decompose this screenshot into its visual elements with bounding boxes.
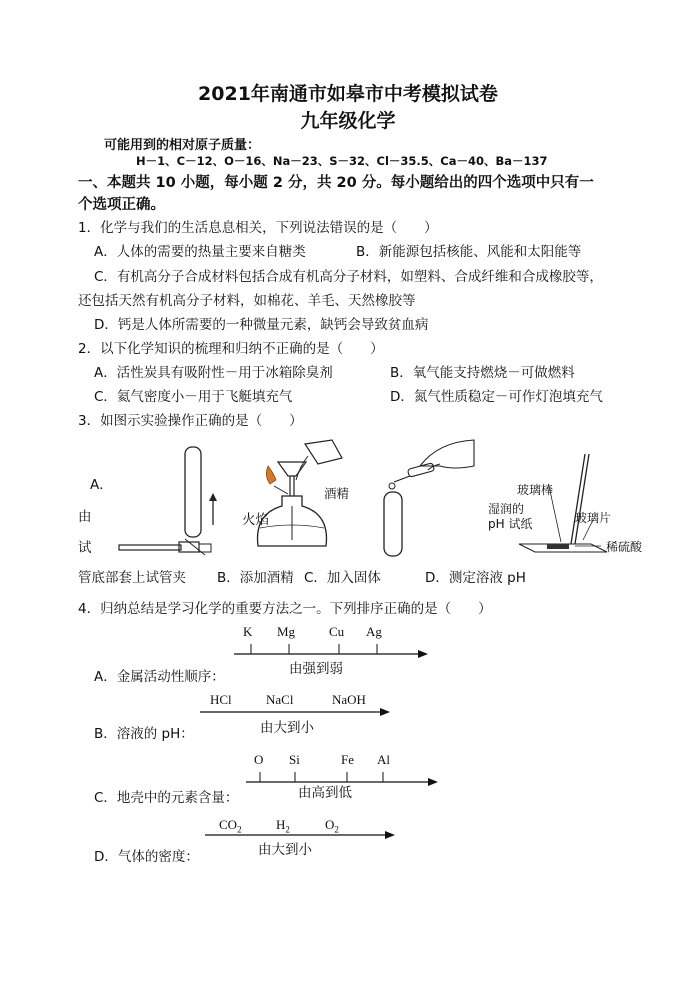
- q4-stem: 4．归纳总结是学习化学的重要方法之一。下列排序正确的是（ ）: [78, 601, 492, 617]
- q4-a-item-4: Ag: [366, 624, 382, 639]
- q1-option-d: D．钙是人体所需要的一种微量元素，缺钙会导致贫血病: [94, 317, 429, 333]
- label-dilute-acid: 稀硫酸: [606, 540, 643, 554]
- q4-c-item-4: Al: [377, 752, 390, 767]
- q4-b-label: B．溶液的 pH：: [94, 726, 194, 742]
- q2-stem: 2．以下化学知识的梳理和归纳不正确的是（ ）: [78, 341, 384, 357]
- q2-option-c: C．氦气密度小－用于飞艇填充气: [94, 389, 293, 405]
- q4-b-item-2: NaCl: [266, 692, 294, 707]
- exam-subtitle: 九年级化学: [300, 110, 396, 132]
- q4-d-item-3: $O_2$: [325, 817, 339, 835]
- label-glass-slide: 玻璃片: [575, 511, 612, 525]
- q2-option-a: A．活性炭具有吸附性－用于冰箱除臭剂: [94, 365, 333, 381]
- q4-c-label: C．地壳中的元素含量：: [94, 790, 239, 806]
- label-wet-ph-2: pH 试纸: [488, 517, 533, 531]
- label-glass-rod: 玻璃棒: [517, 483, 554, 497]
- q3-a-prefix-2: 由: [78, 509, 92, 525]
- q4-a-item-3: Cu: [329, 624, 345, 639]
- q4-b-item-1: HCl: [210, 692, 232, 707]
- q4-c-direction: 由高到低: [298, 785, 352, 801]
- q4-c-item-1: O: [254, 752, 264, 767]
- exam-title: 2021年南通市如皋市中考模拟试卷: [198, 83, 498, 105]
- q4-b-item-3: NaOH: [332, 692, 366, 707]
- q3-a-prefix-3: 试: [78, 540, 92, 556]
- q1-stem: 1．化学与我们的生活息息相关，下列说法错误的是（ ）: [78, 220, 438, 236]
- q2-option-b: B．氧气能支持燃烧－可做燃料: [390, 365, 575, 381]
- q3-a-caption: 管底部套上试管夹: [78, 570, 186, 586]
- q4-a-item-1: K: [243, 624, 253, 639]
- q1-option-c: C．有机高分子合成材料包括合成有机高分子材料，如塑料、合成纤维和合成橡胶等，: [94, 269, 603, 285]
- figure-a-test-tube-holder: [115, 445, 215, 560]
- q4-d-item-2: $H_2$: [276, 817, 290, 835]
- q1-option-b: B．新能源包括核能、风能和太阳能等: [356, 244, 582, 260]
- label-flame: 火焰: [242, 512, 269, 528]
- label-alcohol: 酒精: [324, 486, 350, 501]
- q3-stem: 3．如图示实验操作正确的是（ ）: [78, 413, 303, 429]
- q3-c-caption: C．加入固体: [304, 570, 381, 586]
- section-heading-line2: 个选项正确。: [78, 197, 165, 213]
- q4-d-label: D．气体的密度：: [94, 849, 199, 865]
- label-wet-ph-1: 湿润的: [488, 502, 525, 516]
- q3-a-prefix-1: A．: [90, 477, 113, 493]
- q4-c-item-3: Fe: [341, 752, 354, 767]
- atomic-mass-label: 可能用到的相对原子质量：: [104, 138, 261, 153]
- q2-option-d: D．氮气性质稳定－可作灯泡填充气: [390, 389, 603, 405]
- q4-a-direction: 由强到弱: [289, 661, 343, 677]
- figure-c-dropper-tube: [378, 436, 478, 561]
- q4-d-direction: 由大到小: [258, 842, 312, 858]
- q4-a-label: A．金属活动性顺序：: [94, 669, 225, 685]
- q1-option-a: A．人体的需要的热量主要来自糖类: [94, 244, 306, 260]
- section-heading-line1: 一、本题共 10 小题，每小题 2 分，共 20 分。每小题给出的四个选项中只有一: [78, 175, 594, 191]
- q3-b-caption: B．添加酒精: [217, 570, 294, 586]
- q3-d-caption: D．测定溶液 pH: [425, 570, 526, 586]
- atomic-mass-values: H－1、C－12、O－16、Na－23、S－32、Cl－35.5、Ca－40、Ba－137: [136, 154, 548, 168]
- q4-a-item-2: Mg: [277, 624, 296, 639]
- q1-option-c-cont: 还包括天然有机高分子材料，如棉花、羊毛、天然橡胶等: [78, 293, 416, 309]
- q4-c-item-2: Si: [289, 752, 300, 767]
- q4-b-direction: 由大到小: [260, 720, 314, 736]
- q4-d-item-1: $CO_2$: [219, 817, 242, 835]
